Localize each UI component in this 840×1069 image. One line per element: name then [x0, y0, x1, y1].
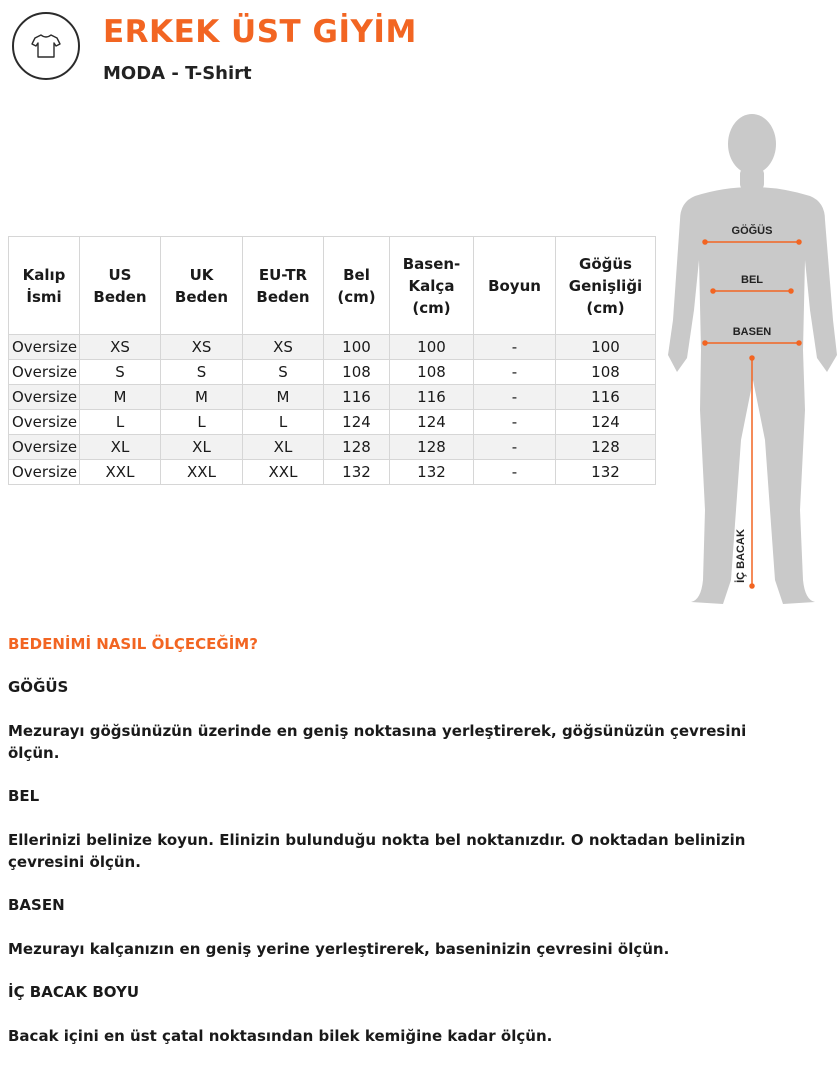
- table-row: [9, 460, 656, 485]
- table-cell: 108: [390, 360, 474, 385]
- col-header-eu-tr: EU-TR Beden: [243, 237, 324, 335]
- chest-dot-right: [797, 240, 801, 244]
- col-header-kalip: Kalıp İsmi: [9, 237, 80, 335]
- table-cell: XXL: [161, 460, 243, 485]
- guide-section-text: Mezurayı göğsünüzün üzerinde en geniş noktasına yerleştirerek, göğsünüzün çevresini ölçün.: [8, 722, 747, 762]
- table-cell: Oversize: [9, 335, 80, 360]
- hip-label: BASEN: [732, 326, 772, 338]
- table-cell: 128: [556, 435, 656, 460]
- table-cell: 128: [390, 435, 474, 460]
- table-cell: XXL: [243, 460, 324, 485]
- table-row: [9, 360, 656, 385]
- table-cell: XXL: [80, 460, 161, 485]
- table-cell: L: [243, 410, 324, 435]
- table-cell: 108: [556, 360, 656, 385]
- table-cell: XS: [161, 335, 243, 360]
- page-title: ERKEK ÜST GİYİM: [103, 14, 417, 50]
- table-cell: XS: [243, 335, 324, 360]
- size-chart-table: [8, 236, 656, 485]
- table-cell: XL: [80, 435, 161, 460]
- inseam-dot-bottom: [750, 584, 754, 588]
- col-header-uk: UK Beden: [161, 237, 243, 335]
- col-header-bel: Bel (cm): [324, 237, 390, 335]
- tshirt-icon: [31, 33, 61, 59]
- table-cell: Oversize: [9, 460, 80, 485]
- table-header-row: [9, 237, 656, 335]
- hip-dot-right: [797, 341, 801, 345]
- table-cell: -: [474, 360, 556, 385]
- guide-section-text: Mezurayı kalçanızın en geniş yerine yerleştirerek, baseninizin çevresini ölçün.: [8, 940, 670, 958]
- table-cell: 124: [390, 410, 474, 435]
- table-cell: -: [474, 385, 556, 410]
- guide-section-text: Bacak içini en üst çatal noktasından bilek kemiğine kadar ölçün.: [8, 1027, 553, 1045]
- table-cell: 124: [324, 410, 390, 435]
- guide-heading: BEDENİMİ NASIL ÖLÇECEĞİM?: [8, 635, 258, 653]
- measurement-guide: [8, 634, 798, 1069]
- table-cell: M: [161, 385, 243, 410]
- table-row: [9, 335, 656, 360]
- table-cell: S: [243, 360, 324, 385]
- table-cell: S: [80, 360, 161, 385]
- col-header-gogus: Göğüs Genişliği (cm): [556, 237, 656, 335]
- table-cell: Oversize: [9, 410, 80, 435]
- table-cell: 100: [390, 335, 474, 360]
- table-cell: M: [80, 385, 161, 410]
- table-cell: 116: [390, 385, 474, 410]
- waist-dot-right: [789, 289, 793, 293]
- table-cell: XL: [243, 435, 324, 460]
- tshirt-logo: [12, 12, 80, 80]
- table-row: [9, 410, 656, 435]
- waist-dot-left: [711, 289, 715, 293]
- hip-dot-left: [703, 341, 707, 345]
- table-row: [9, 385, 656, 410]
- table-row: [9, 435, 656, 460]
- inseam-dot-top: [750, 356, 754, 360]
- table-cell: 116: [556, 385, 656, 410]
- guide-section-title: BEL: [8, 787, 40, 805]
- chest-label: GÖĞÜS: [731, 225, 773, 237]
- table-cell: -: [474, 435, 556, 460]
- table-cell: Oversize: [9, 385, 80, 410]
- col-header-boyun: Boyun: [474, 237, 556, 335]
- table-cell: L: [161, 410, 243, 435]
- table-cell: 128: [324, 435, 390, 460]
- inseam-label: İÇ BACAK: [735, 529, 747, 583]
- table-cell: -: [474, 410, 556, 435]
- table-cell: Oversize: [9, 435, 80, 460]
- table-cell: 116: [324, 385, 390, 410]
- table-cell: 132: [556, 460, 656, 485]
- table-cell: L: [80, 410, 161, 435]
- body-measurement-figure: [665, 110, 840, 610]
- table-cell: -: [474, 460, 556, 485]
- table-cell: 132: [324, 460, 390, 485]
- table-cell: S: [161, 360, 243, 385]
- guide-section-text: Ellerinizi belinize koyun. Elinizin bulunduğu nokta bel noktanızdır. O noktadan belinizin çevresini ölçün.: [8, 831, 746, 871]
- table-cell: Oversize: [9, 360, 80, 385]
- table-cell: 132: [390, 460, 474, 485]
- guide-section-title: İÇ BACAK BOYU: [8, 983, 140, 1001]
- table-cell: -: [474, 335, 556, 360]
- col-header-basen: Basen-Kalça (cm): [390, 237, 474, 335]
- table-cell: XL: [161, 435, 243, 460]
- table-cell: XS: [80, 335, 161, 360]
- waist-label: BEL: [741, 274, 763, 286]
- table-cell: 100: [556, 335, 656, 360]
- table-cell: 108: [324, 360, 390, 385]
- table-cell: 100: [324, 335, 390, 360]
- col-header-us: US Beden: [80, 237, 161, 335]
- guide-section-title: BASEN: [8, 896, 65, 914]
- table-cell: M: [243, 385, 324, 410]
- page-subtitle: MODA - T-Shirt: [103, 63, 252, 84]
- guide-section-title: GÖĞÜS: [8, 678, 69, 696]
- chest-dot-left: [703, 240, 707, 244]
- table-cell: 124: [556, 410, 656, 435]
